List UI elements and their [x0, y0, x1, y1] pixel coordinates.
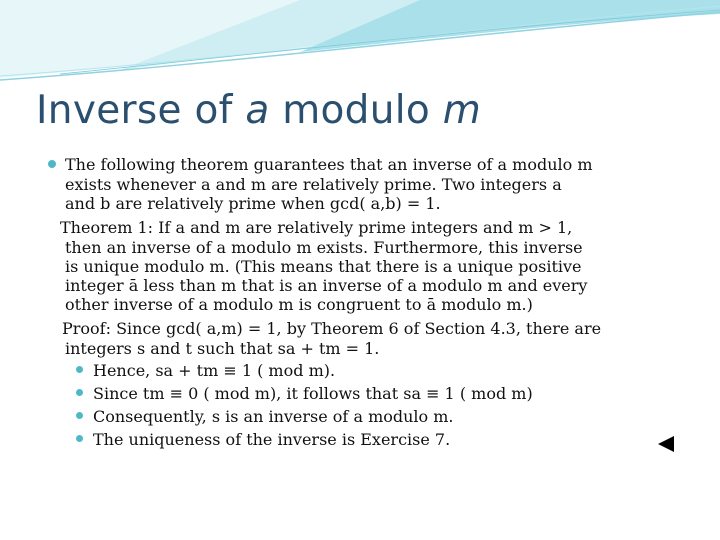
bullet-icon — [76, 366, 83, 373]
theorem-line: then an inverse of a modulo m exists. Furthermore, this inverse — [65, 238, 583, 257]
sub-bullet-line: Since tm ≡ 0 ( mod m), it follows that sa ≡ 1 ( mod m) — [93, 384, 533, 403]
theorem-line: Theorem 1: If a and m are relatively prime integers and m > 1, — [60, 218, 573, 237]
sub-bullet-line: Consequently, s is an inverse of a modulo m. — [93, 407, 454, 426]
theorem-line: is unique modulo m. (This means that there is a unique positive — [65, 257, 582, 276]
sub-bullet-line: The uniqueness of the inverse is Exercise 7. — [93, 430, 451, 449]
body-line: and b are relatively prime when gcd( a,b) = 1. — [65, 194, 441, 213]
theorem-line: integer ā less than m that is an inverse of a modulo m and every — [65, 276, 588, 295]
back-arrow-icon[interactable] — [658, 436, 674, 452]
proof-line: Proof: Since gcd( a,m) = 1, by Theorem 6 of Section 4.3, there are — [62, 319, 602, 338]
header-banner — [0, 0, 720, 90]
body-line: exists whenever a and m are relatively prime. Two integers a — [65, 175, 562, 194]
proof-line: integers s and t such that sa + tm = 1. — [65, 339, 380, 358]
bullet-icon — [48, 160, 56, 168]
sub-bullet-line: Hence, sa + tm ≡ 1 ( mod m). — [93, 361, 336, 380]
bullet-icon — [76, 435, 83, 442]
body-line: The following theorem guarantees that an inverse of a modulo m — [65, 155, 593, 174]
theorem-line: other inverse of a modulo m is congruent to ā modulo m.) — [65, 295, 533, 314]
bullet-icon — [76, 412, 83, 419]
slide-title: Inverse of a modulo m — [36, 88, 482, 133]
bullet-icon — [76, 389, 83, 396]
